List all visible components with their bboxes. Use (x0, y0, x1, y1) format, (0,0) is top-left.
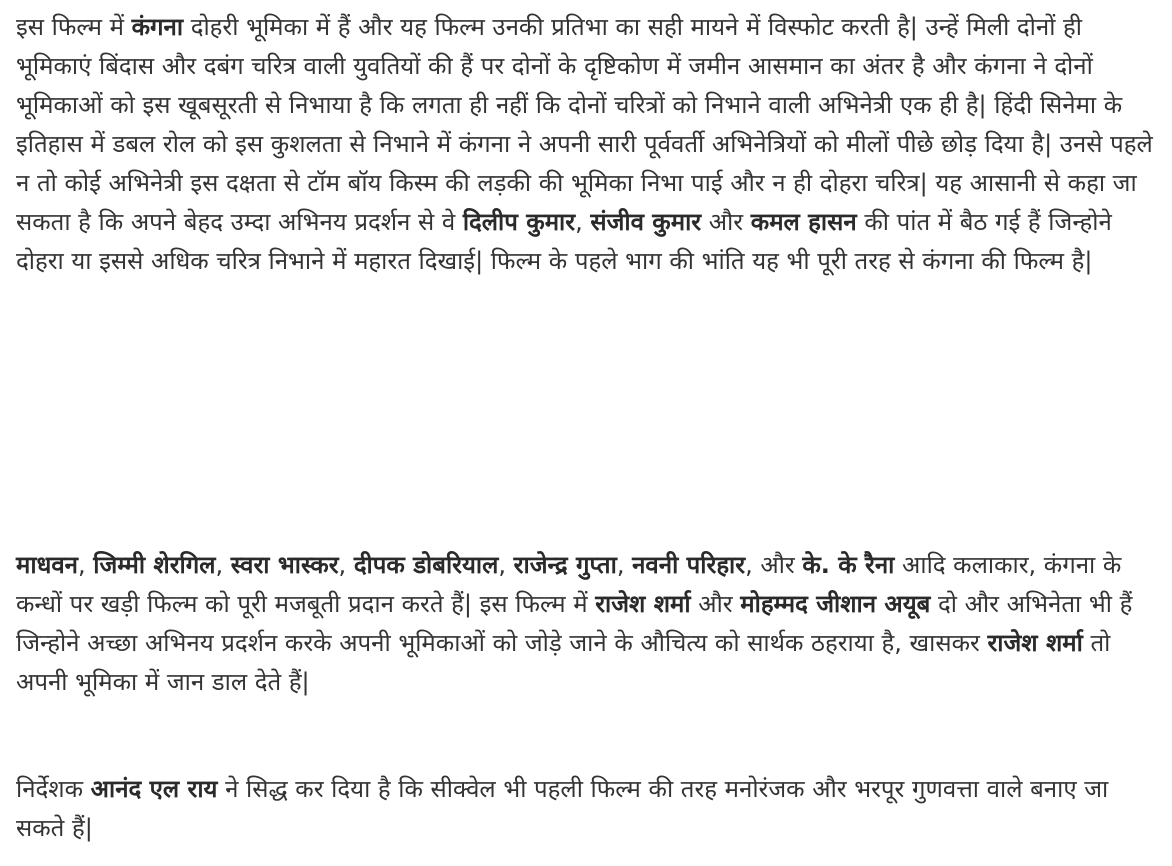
text-segment: और (690, 590, 741, 618)
bold-name: स्वरा भास्कर (230, 551, 339, 579)
text-segment: , और (745, 551, 803, 579)
text-segment: , (338, 551, 354, 579)
bold-name: दिलीप कुमार (462, 208, 576, 236)
bold-name: मोहम्मद जीशान अयूब (740, 590, 931, 618)
text-segment: आदि कलाकार, कंगना के कन्धों पर खड़ी फिल्म को पूरी मजबूती प्रदान करते हैं| इस फिल्म में (16, 551, 1122, 618)
bold-name: के. के रैना (802, 551, 895, 579)
text-segment: निर्देशक (16, 775, 91, 803)
text-segment: , (498, 551, 514, 579)
bold-name: जिम्मी शेरगिल (93, 551, 216, 579)
bold-name: राजेश शर्मा (987, 629, 1083, 657)
text-segment: , (616, 551, 633, 579)
review-paragraph-supporting-cast (16, 546, 1158, 702)
text-segment: और (701, 208, 751, 236)
text-segment: , (575, 208, 591, 236)
text-segment: दोहरी भूमिका में हैं और यह फिल्म उनकी प्रतिभा का सही मायने में विस्फोट करती है| उन्हें मिली दोनों ही भूमिकाएं बिंदास और दबंग चरित्र वाली युवतियों की हैं पर दोनों के दृष्टिकोण में जमीन आसमान का अंतर है और कंगना ने दोनों भूमिकाओं को इस खूबसूरती से निभाया है कि लगता ही नहीं कि दोनों चरित्रों को निभाने वाली अभिनेत्री एक ही है| हिंदी सिनेमा के इतिहास में डबल रोल को इस कुशलता से निभाने में कंगना ने अपनी सारी पूर्ववर्ती अभिनेत्रियों को मीलों पीछे छोड़ दिया है| उनसे पहले न तो कोई अभिनेत्री इस दक्षता से टॉम बॉय किस्म की लड़की की भूमिका निभा पाई और न ही दोहरा चरित्र| यह आसानी से कहा जा सकता है कि अपने बेहद उम्दा अभिनय प्रदर्शन से वे (16, 13, 1153, 236)
text-segment: दो और अभिनेता भी हैं जिन्होने अच्छा अभिनय प्रदर्शन करके अपनी भूमिकाओं को जोड़े जाने के औचित्य को सार्थक ठहराया है, खासकर (16, 590, 1133, 657)
bold-name: कमल हासन (750, 208, 857, 236)
text-segment: , (78, 551, 94, 579)
text-segment: तो अपनी भूमिका में जान डाल देते हैं| (16, 629, 1111, 696)
bold-name: राजेश शर्मा (595, 590, 691, 618)
bold-name: माधवन (16, 551, 78, 579)
text-segment: ने सिद्ध कर दिया है कि सीक्वेल भी पहली फिल्म की तरह मनोरंजक और भरपूर गुणवत्ता वाले बनाए जा सकते हैं| (16, 775, 1109, 842)
text-segment: , (215, 551, 231, 579)
text-segment: इस फिल्म में (16, 13, 132, 41)
review-paragraph-kangana-double-role (16, 8, 1158, 281)
bold-name: दीपक डोबरियाल (353, 551, 499, 579)
bold-name: नवनी परिहार (632, 551, 746, 579)
review-paragraph-director (16, 770, 1158, 848)
text-segment: की पांत में बैठ गई हैं जिन्होने दोहरा या इससे अधिक चरित्र निभाने में महारत दिखाई| फिल्म के पहले भाग की भांति यह भी पूरी तरह से कंगना की फिल्म है| (16, 208, 1112, 275)
bold-name: राजेन्द्र गुप्ता (513, 551, 617, 579)
bold-name: संजीव कुमार (590, 208, 702, 236)
bold-name: आनंद एल राय (90, 775, 218, 803)
bold-name: कंगना (131, 13, 184, 41)
